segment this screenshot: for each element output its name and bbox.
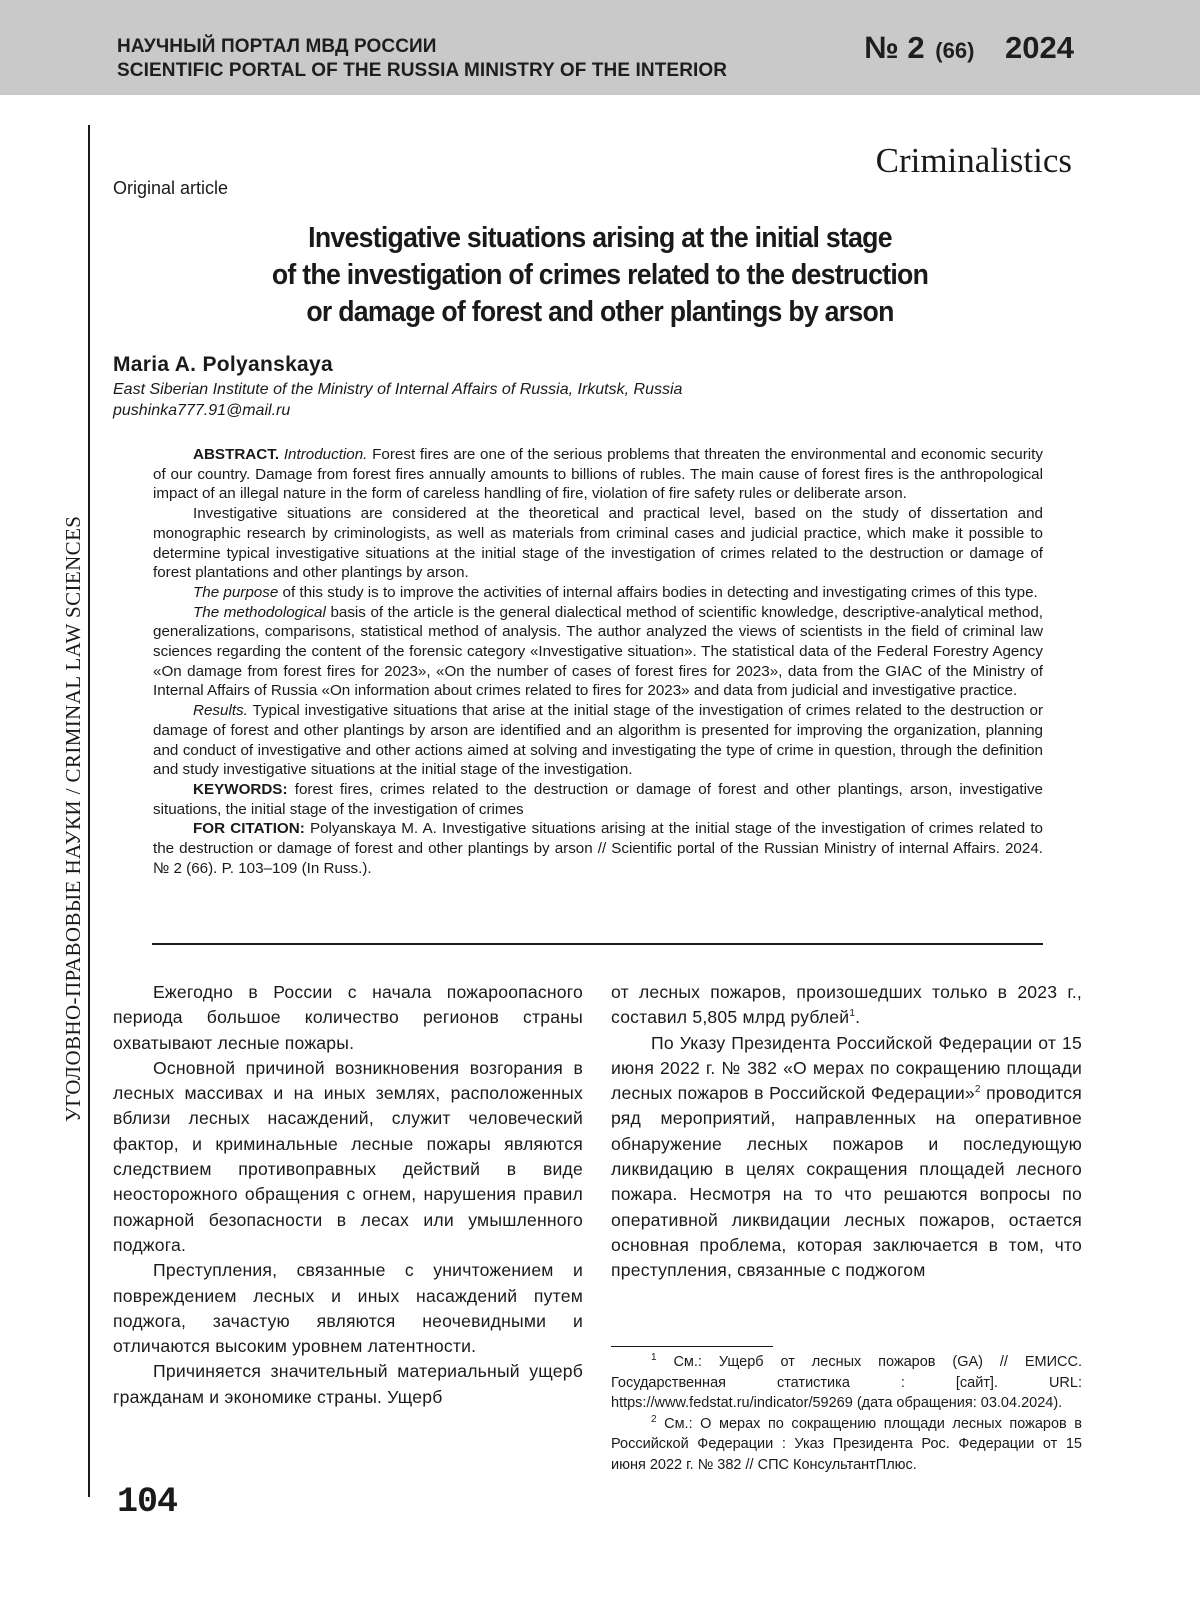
- keywords: [153, 780, 1043, 819]
- footnote-text: См.: О мерах по сокращению площади лесных пожаров в Российской Федерации : Указ Президента Рос. Федерации от 15 июня 2022 г. № 382 // СПС КонсультантПлюс.: [611, 1416, 1082, 1473]
- method-text: basis of the article is the general dialectical method of scientific knowledge, descriptive-analytical method, generalizations, comparisons, statistical method of analysis. The author analyzed the views of scientists in the field of criminal law sciences regarding the content of the forensic category «Investigative situation». The statistical data of the Federal Forestry Agency «On damage from forest fires for 2023», «On the number of cases of forest fires for 2023», data from the GIAC of the Ministry of Internal Affairs of Russia «On information about crimes related to fires for 2023» and data from judicial and investigative practice.: [153, 604, 1043, 700]
- section-title: Criminalistics: [876, 141, 1072, 181]
- body-paragraph: Преступления, связанные с уничтожением и повреждением лесных и иных насаждений путем поджога, зачастую являются неочевидными и отличаются высоким уровнем латентности.: [113, 1258, 583, 1359]
- author-name: Maria A. Polyanskaya: [113, 353, 333, 377]
- abstract-paragraph: Investigative situations are considered at the theoretical and practical level, based on the study of dissertation and monographic research by criminologists, as well as materials from criminal cases and judicial practice, which make it possible to determine typical investigative situations at the initial stage of the investigation of crimes related to the destruction or damage of forest plantations and other plantings by arson.: [153, 504, 1043, 583]
- body-text: По Указу Президента Российской Федерации от 15 июня 2022 г. № 382 «О мерах по сокращению площади лесных пожаров в Российской Федерации»: [611, 1033, 1082, 1104]
- body-text: от лесных пожаров, произошедших только в 2023 г., составил 5,805 млрд рублей: [611, 982, 1082, 1027]
- article-title: [214, 220, 987, 331]
- article-type: Original article: [113, 178, 228, 199]
- journal-title-en: SCIENTIFIC PORTAL OF THE RUSSIA MINISTRY OF THE INTERIOR: [117, 60, 727, 82]
- body-paragraph: [611, 980, 1082, 1031]
- body-column-left: [113, 980, 583, 1410]
- footnote: [611, 1352, 1082, 1414]
- citation: [153, 819, 1043, 878]
- footnote: [611, 1414, 1082, 1476]
- journal-title-ru: НАУЧНЫЙ ПОРТАЛ МВД РОССИИ: [117, 36, 437, 58]
- body-text: проводится ряд мероприятий, направленных на оперативное обнаружение лесных пожаров и последующую ликвидацию в целях сокращения площадей лесного пожара. Несмотря на то что решаются вопросы по оперативной ликвидации лесных пожаров, остается основная проблема, которая заключается в том, что преступления, связанные с поджогом: [611, 1083, 1082, 1280]
- keywords-label: KEYWORDS:: [193, 781, 288, 798]
- issue-year: 2024: [1005, 30, 1074, 65]
- issue-number: № 2: [864, 30, 924, 65]
- intro-label: Introduction.: [284, 446, 368, 463]
- purpose-text: of this study is to improve the activities of internal affairs bodies in detecting and investigating crimes of this type.: [278, 584, 1037, 601]
- abstract-results: [153, 701, 1043, 780]
- results-label: Results.: [193, 702, 248, 719]
- title-line: Investigative situations arising at the initial stage: [214, 220, 987, 257]
- author-email: pushinka777.91@mail.ru: [113, 402, 290, 420]
- body-paragraph: Причиняется значительный материальный ущерб гражданам и экономике страны. Ущерб: [113, 1359, 583, 1410]
- results-text: Typical investigative situations that arise at the initial stage of the investigation of crimes related to the destruction or damage of forest and other plantings by arson are identified and an algorithm is presented for improving the organization, planning and conduct of investigative and other actions aimed at solving and investigating the type of crime in question, through the definition and study investigative situations at the initial stage of the investigation.: [153, 702, 1043, 778]
- abstract-intro: [153, 445, 1043, 504]
- purpose-label: The purpose: [193, 584, 278, 601]
- citation-label: FOR CITATION:: [193, 820, 305, 837]
- footnote-divider: [611, 1346, 773, 1347]
- body-text: .: [855, 1007, 860, 1027]
- footnote-number: 2: [651, 1414, 657, 1425]
- abstract-divider: [152, 943, 1043, 945]
- page-number: 104: [117, 1482, 177, 1522]
- body-paragraph: Основной причиной возникновения возгорания в лесных массивах и на иных землях, расположенных вблизи лесных насаждений, служит человеческий фактор, и криминальные лесные пожары являются следствием противоправных действий в виде неосторожного обращения с огнем, нарушения правил пожарной безопасности в лесах или умышленного поджога.: [113, 1056, 583, 1258]
- issue-total: (66): [935, 38, 974, 63]
- abstract-method: [153, 603, 1043, 702]
- method-label: The methodological: [193, 604, 326, 621]
- body-paragraph: Ежегодно в России с начала пожароопасного периода большое количество регионов страны охватывают лесные пожары.: [113, 980, 583, 1056]
- footnotes: [611, 1352, 1082, 1475]
- journal-header: [0, 0, 1200, 95]
- citation-text: Polyanskaya M. A. Investigative situations arising at the initial stage of the investigation of crimes related to the destruction or damage of forest and other plantings by arson // Scientific portal of the Russian Ministry of internal Affairs. 2024. № 2 (66). P. 103–109 (In Russ.).: [153, 820, 1043, 876]
- issue-info: [864, 30, 1074, 66]
- author-affiliation: East Siberian Institute of the Ministry of Internal Affairs of Russia, Irkutsk, Russia: [113, 381, 682, 399]
- intro-text: Forest fires are one of the serious problems that threaten the environmental and economic security of our country. Damage from forest fires annually amounts to billions of rubles. The main cause of forest fires is the anthropological impact of an illegal nature in the form of careless handling of fire, violation of fire safety rules or deliberate arson.: [153, 446, 1043, 502]
- footnote-text: См.: Ущерб от лесных пожаров (GA) // ЕМИСС. Государственная статистика : [сайт]. URL: https://www.fedstat.ru/indicator/59269 (дата обращения: 03.04.2024).: [611, 1354, 1082, 1411]
- abstract-label: ABSTRACT.: [193, 446, 279, 463]
- body-column-right: [611, 980, 1082, 1284]
- abstract: [153, 445, 1043, 878]
- side-section-label: УГОЛОВНО-ПРАВОВЫЕ НАУКИ / CRIMINAL LAW SCIENCES: [61, 516, 86, 1122]
- footnote-ref[interactable]: 1: [849, 1008, 855, 1019]
- footnote-number: 1: [651, 1352, 657, 1363]
- title-line: of the investigation of crimes related to the destruction: [214, 257, 987, 294]
- abstract-purpose: [153, 583, 1043, 603]
- title-line: or damage of forest and other plantings by arson: [214, 294, 987, 331]
- side-rule: [88, 125, 90, 1497]
- keywords-text: forest fires, crimes related to the destruction or damage of forest and other plantings, arson, investigative situations, the initial stage of the investigation of crimes: [153, 781, 1043, 818]
- body-paragraph: [611, 1031, 1082, 1284]
- footnote-ref[interactable]: 2: [975, 1084, 981, 1095]
